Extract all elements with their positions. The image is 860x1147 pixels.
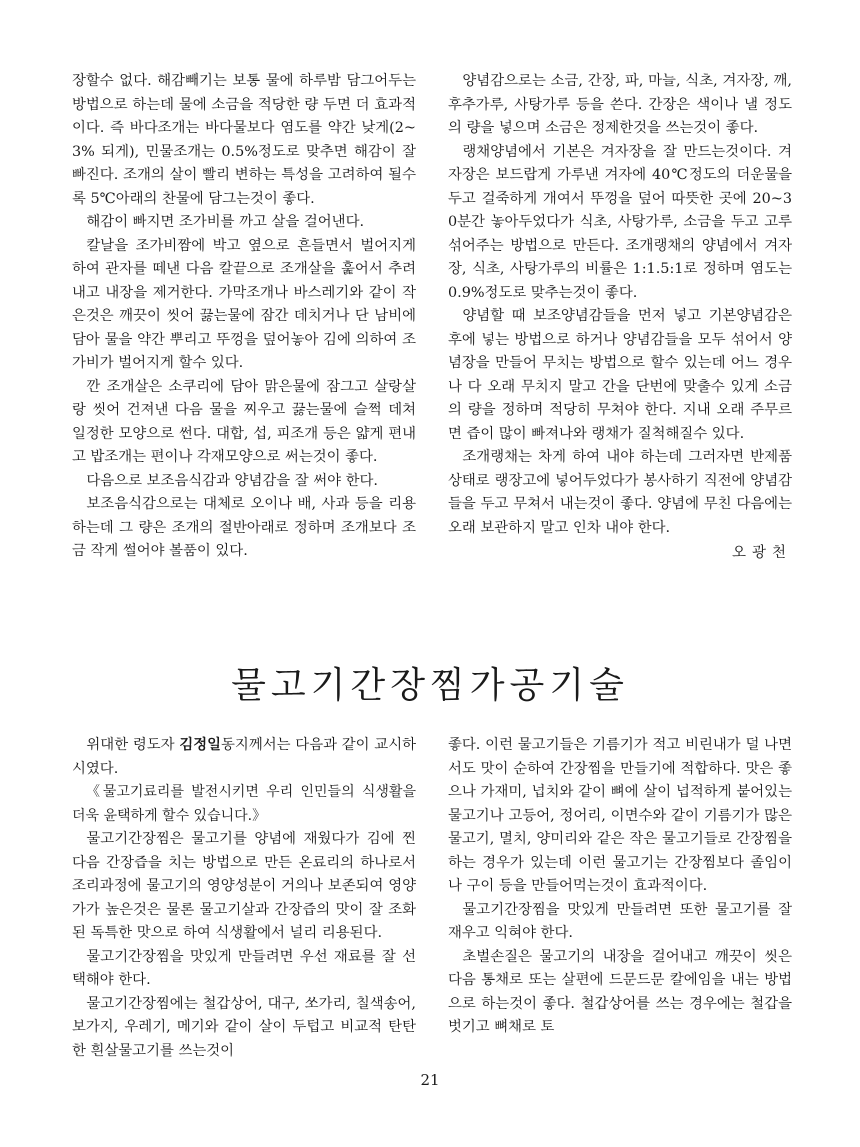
prev-article-right-column [448, 70, 792, 566]
paragraph: 물고기간장찜은 물고기를 양념에 재웠다가 김에 찐 다음 간장즙을 치는 방법으로 만든 온료리의 하나로서 조리과정에 물고기의 영양성분이 거의나 보존되여 영양가가 높은것은 물론 물고기살과 간장즙의 맛이 잘 조화된 독특한 맛으로 하여 식생활에서 널리 리용된다. [72, 831, 416, 941]
author-byline: 오광천 [731, 545, 792, 561]
paragraph: 좋다. 이런 물고기들은 기름기가 적고 비린내가 덜 나면서도 맛이 순하여 간장찜을 만들기에 적합하다. 맛은 좋으나 가재미, 넙치와 같이 뼈에 살이 넙적하게 붙어있는 물고기나 고등어, 정어리, 이면수와 같이 기름기가 많은 물고기, 멸치, 양미리와 같은 작은 물고기들로 간장찜을 하는 경우가 있는데 이런 물고기는 간장찜보다 졸임이나 구이 등을 만들어먹는것이 효과적이다. [448, 737, 792, 894]
paragraph: 칼날을 조가비짬에 박고 옆으로 흔들면서 벌어지게 하여 관자를 떼낸 다음 칼끝으로 조개살을 훑어서 추려내고 내장을 제거한다. 가막조개나 바스레기와 같이 작은것은 깨끗이 씻어 끓는물에 잠간 데치거나 단 남비에 담아 물을 약간 뿌리고 뚜껑을 덮어놓아 김에 의하여 조가비가 벌어지게 할수 있다. [72, 237, 416, 371]
paragraph: 장할수 없다. 해감빼기는 보통 물에 하루밤 담그어두는 방법으로 하는데 물에 소금을 적당한 량 두면 더 효과적이다. 즉 바다조개는 바다물보다 염도를 약간 낮게(2~3% 되게), 민물조개는 0.5%정도로 맞추면 해감이 잘 빠진다. 조개의 살이 빨리 변하는 특성을 고려하여 될수록 5℃아래의 찬물에 담그는것이 좋다. [72, 73, 416, 207]
article-left-column [72, 734, 416, 1063]
page-number: 21 [420, 1071, 440, 1089]
paragraph: 랭채양념에서 기본은 겨자장을 잘 만드는것이다. 겨자장은 보드랍게 가루낸 겨자에 40℃정도의 더운물을 두고 걸죽하게 개여서 뚜껑을 덮어 따뜻한 곳에 20~30분간 놓아두었다가 식초, 사탕가루, 소금을 두고 고루 섞어주는 방법으로 만든다. 조개랭채의 양념에서 겨자장, 식초, 사탕가루의 비률은 1:1.5:1로 정하며 염도는 0.9%정도로 맞추는것이 좋다. [448, 143, 792, 301]
article-right-column [448, 734, 792, 1040]
paragraph: 양념감으로는 소금, 간장, 파, 마늘, 식초, 겨자장, 깨, 후추가루, 사탕가루 등을 쓴다. 간장은 색이나 낼 정도의 량을 넣으며 소금은 정제한것을 쓰는것이 좋다. [448, 73, 792, 136]
paragraph: 초벌손질은 물고기의 내장을 걸어내고 깨끗이 씻은 다음 통채로 또는 살편에 드문드문 칼에임을 내는 방법으로 하는것이 좋다. 철갑상어를 쓰는 경우에는 철갑을 벗기고 뼈채로 토 [448, 948, 792, 1035]
leader-name: 김정일 [179, 737, 222, 753]
paragraph: 보조음식감으로는 대체로 오이나 배, 사과 등을 리용하는데 그 량은 조개의 절반아래로 정하며 조개보다 조금 작게 썰어야 볼품이 있다. [72, 496, 416, 559]
paragraph: 물고기간장찜을 맛있게 만들려면 우선 재료를 잘 선택해야 한다. [72, 948, 416, 988]
paragraph: 해감이 빠지면 조가비를 까고 살을 걸어낸다. [86, 214, 365, 230]
paragraph: 양념할 때 보조양념감들을 먼저 넣고 기본양념감은 후에 넣는 방법으로 하거나 양념감들을 모두 섞어서 양념장을 만들어 무치는 방법으로 할수 있는데 어느 경우나 다 오래 무치지 말고 간을 단번에 맞출수 있게 소금의 량을 정하며 적당히 무쳐야 한다. 지내 오래 주무르면 즙이 많이 빠져나와 랭채가 질척해질수 있다. [448, 308, 792, 442]
quote-paragraph: 《물고기료리를 발전시키면 우리 인민들의 식생활을 더욱 윤택하게 할수 있습니다.》 [72, 784, 416, 824]
intro-before: 위대한 령도자 [86, 737, 180, 753]
paragraph: 물고기간장찜을 맛있게 만들려면 또한 물고기를 잘 재우고 익혀야 한다. [448, 901, 792, 941]
intro-after: 동지께서는 다음과 같이 교시하시였다. [72, 737, 416, 777]
paragraph: 물고기간장찜에는 철갑상어, 대구, 쏘가리, 칠색송어, 보가지, 우레기, 메기와 같이 살이 두텁고 비교적 탄탄한 흰살물고기를 쓰는것이 [72, 995, 416, 1059]
article-title: 물고기간장찜가공기술 [231, 665, 629, 706]
intro-paragraph [72, 734, 416, 781]
prev-article-left-column [72, 70, 416, 564]
paragraph: 다음으로 보조음식감과 양념감을 잘 써야 한다. [86, 472, 378, 489]
paragraph: 깐 조개살은 소쿠리에 담아 맑은물에 잠그고 살랑살랑 씻어 건져낸 다음 물을 찌우고 끓는물에 슬쩍 데쳐 일정한 모양으로 썬다. 대합, 섭, 피조개 등은 얇게 편내고 밥조개는 편이나 각재모양으로 써는것이 좋다. [72, 378, 416, 465]
paragraph: 조개랭채는 차게 하여 내야 하는데 그러자면 반제품상태로 랭장고에 넣어두었다가 봉사하기 직전에 양념감들을 두고 무쳐서 내는것이 좋다. 양념에 무친 다음에는 오래 보관하지 말고 인차 내야 한다. [448, 449, 792, 536]
